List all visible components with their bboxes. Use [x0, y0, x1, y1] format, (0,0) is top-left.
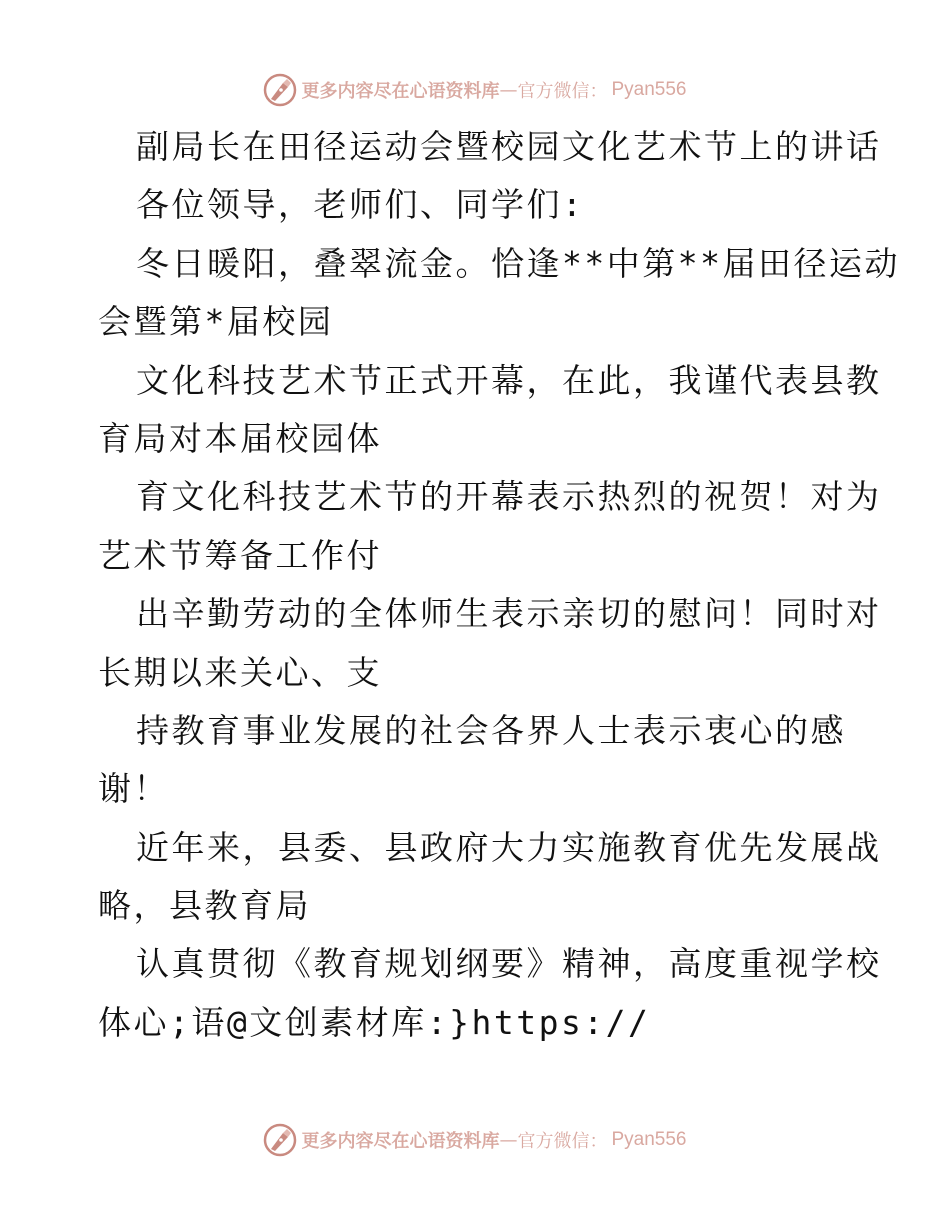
text-line: 持教育事业发展的社会各界人士表示衷心的感 — [136, 710, 846, 750]
text-line: 谢！ — [98, 769, 169, 809]
pen-nib-logo-icon — [263, 1123, 297, 1157]
text-line: 略，县教育局 — [98, 886, 311, 926]
document-title: 副局长在田径运动会暨校园文化艺术节上的讲话 — [136, 127, 882, 166]
watermark-separator: — — [499, 79, 518, 101]
text-line: 出辛勤劳动的全体师生表示亲切的慰问！同时对 — [136, 594, 882, 634]
text-line: 体心;语@文创素材库:}https:// — [98, 1002, 651, 1042]
text-line: 育文化科技艺术节的开幕表示热烈的祝贺！对为 — [136, 477, 882, 517]
watermark-site-text: 更多内容尽在心语资料库 — [301, 1131, 500, 1152]
watermark-separator: — — [499, 1129, 518, 1151]
pen-nib-logo-icon — [263, 73, 297, 107]
text-line: 认真贯彻《教育规划纲要》精神，高度重视学校 — [136, 944, 882, 984]
text-line: 育局对本届校园体 — [98, 418, 382, 458]
text-line: 艺术节筹备工作付 — [98, 535, 382, 575]
text-line: 文化科技艺术节正式开幕，在此，我谨代表县教 — [136, 360, 882, 400]
watermark-site-text: 更多内容尽在心语资料库 — [301, 81, 500, 102]
text-line: 近年来，县委、县政府大力实施教育优先发展战 — [136, 827, 882, 867]
text-line: 会暨第*届校园 — [98, 302, 334, 342]
greeting-line: 各位领导，老师们、同学们: — [136, 185, 585, 225]
footer-watermark — [0, 1120, 950, 1160]
watermark-wechat-label: 官方微信： — [517, 81, 608, 102]
watermark-wechat-id: Pyan556 — [611, 79, 687, 100]
document-body — [98, 118, 900, 1052]
text-line: 冬日暖阳，叠翠流金。恰逢**中第**届田径运动 — [136, 243, 900, 283]
watermark-wechat-id: Pyan556 — [611, 1129, 687, 1150]
text-line: 长期以来关心、支 — [98, 652, 382, 692]
watermark-wechat-label: 官方微信： — [517, 1131, 608, 1152]
header-watermark — [0, 70, 950, 110]
